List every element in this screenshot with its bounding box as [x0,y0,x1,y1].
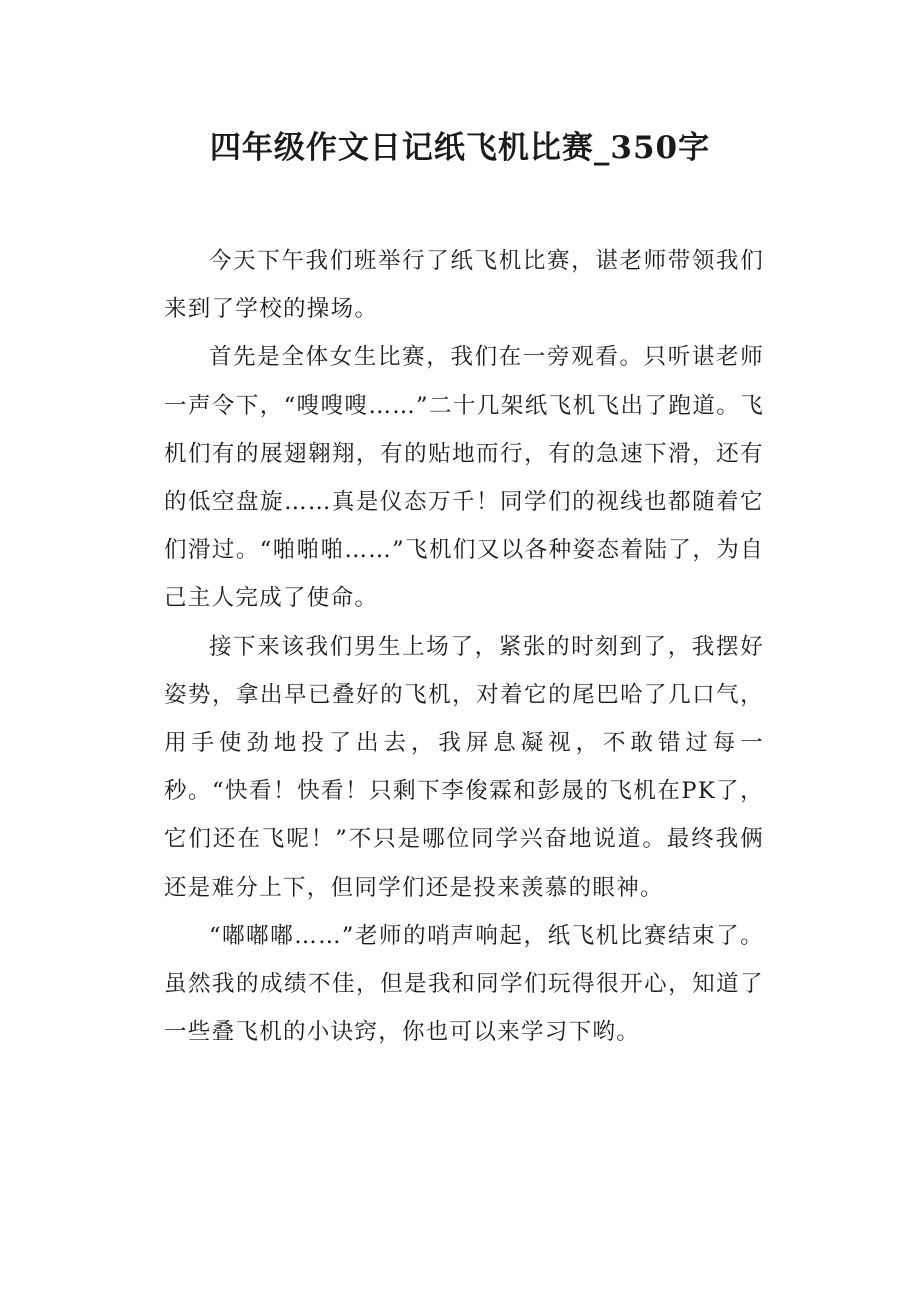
paragraph-2: 首先是全体女生比赛，我们在一旁观看。只听谌老师一声令下，“嗖嗖嗖……”二十几架纸飞机飞出了跑道。飞机们有的展翅翱翔，有的贴地而行，有的急速下滑，还有的低空盘旋……真是仪态万千！同学们的视线也都随着它们滑过。“啪啪啪……”飞机们又以各种姿态着陆了，为自己主人完成了使命。 [164,344,764,612]
paragraph-1: 今天下午我们班举行了纸飞机比赛，谌老师带领我们来到了学校的操场。 [164,248,764,323]
paragraph-4: “嘟嘟嘟……”老师的哨声响起，纸飞机比赛结束了。虽然我的成绩不佳，但是我和同学们玩得很开心，知道了一些叠飞机的小诀窍，你也可以来学习下哟。 [164,922,764,1046]
document-title: 四年级作文日记纸飞机比赛_350字 [209,130,711,166]
paragraph-3: 接下来该我们男生上场了，紧张的时刻到了，我摆好姿势，拿出早已叠好的飞机，对着它的尾巴哈了几口气，用手使劲地投了出去，我屏息凝视，不敢错过每一秒。“快看！快看！只剩下李俊霖和彭晟的飞机在PK了，它们还在飞呢！”不只是哪位同学兴奋地说道。最终我俩还是难分上下，但同学们还是投来羡慕的眼神。 [164,633,764,901]
document-body [164,237,764,1056]
